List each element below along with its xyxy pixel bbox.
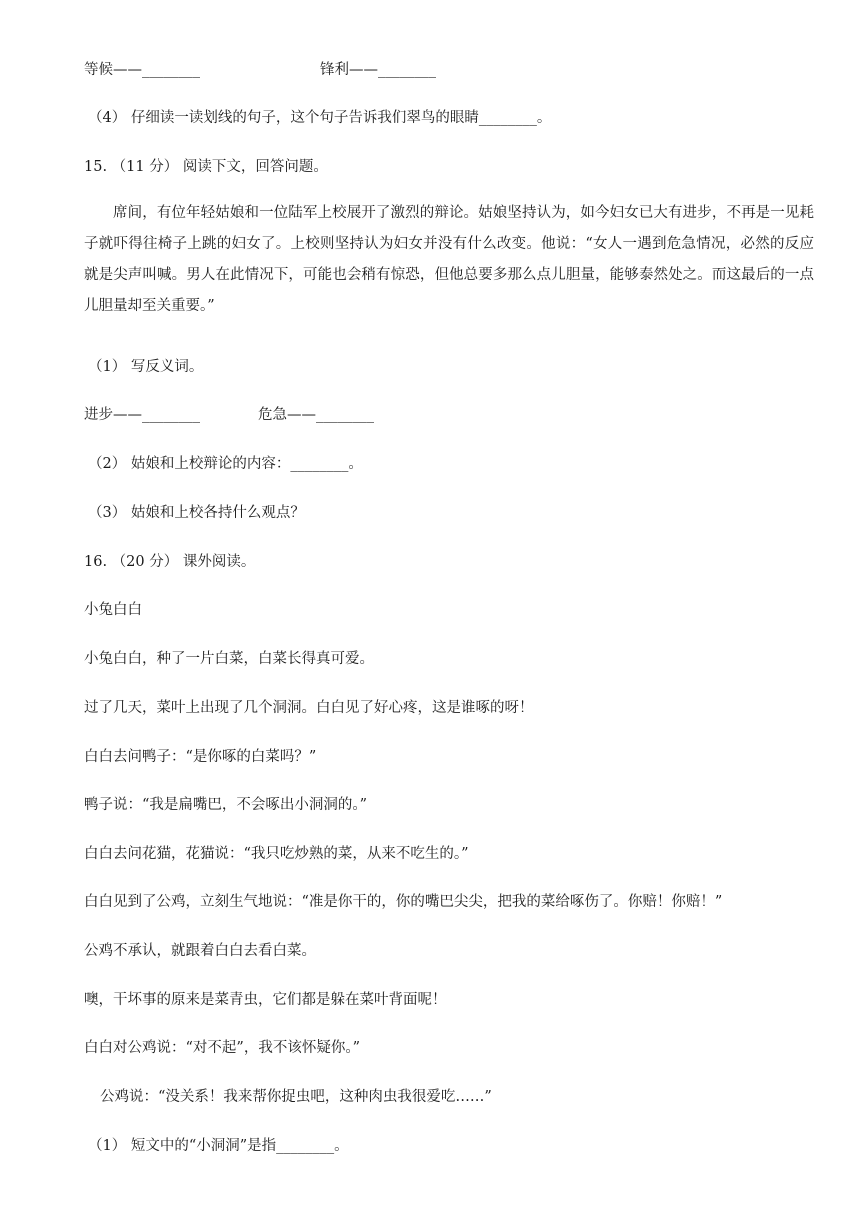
antonym-pair-urgent: 危急——________: [258, 407, 374, 423]
q15-passage: 席间，有位年轻姑娘和一位陆军上校展开了激烈的辩论。姑娘坚持认为，如今妇女已大有进步，不再是一见耗子就吓得往椅子上跳的妇女了。上校则坚持认为妇女并没有什么改变。他说：“女人一遇到危急情况，必然的反应就是尖声叫喊。男人在此情况下，可能也会稍有惊恐，但他总要多那么点儿胆量，能够泰然处之。而这最后的一点儿胆量却至关重要。”: [84, 205, 814, 314]
story-line: 过了几天，菜叶上出现了几个洞洞。白白见了好心疼，这是谁啄的呀！: [84, 700, 534, 716]
story-line: 白白见到了公鸡，立刻生气地说：“准是你干的，你的嘴巴尖尖，把我的菜给啄伤了。你赔！你赔！”: [84, 894, 723, 910]
q14-sub4: （4） 仔细读一读划线的句子，这个句子告诉我们翠鸟的眼睛________。: [88, 110, 552, 126]
q16-heading: 16. （20 分） 课外阅读。: [84, 554, 256, 570]
story-line: 公鸡不承认，就跟着白白去看白菜。: [84, 943, 316, 959]
story-line: 小兔白白，种了一片白菜，白菜长得真可爱。: [84, 651, 374, 667]
antonym-pair-waiting: 等候——________: [84, 62, 200, 78]
q15-sub2: （2） 姑娘和上校辩论的内容：________。: [88, 456, 363, 472]
antonym-pair-sharp: 锋利——________: [320, 62, 436, 78]
story-line: 鸭子说：“我是扁嘴巴，不会啄出小洞洞的。”: [84, 797, 368, 813]
story-title: 小兔白白: [84, 602, 142, 618]
story-line: 白白去问花猫，花猫说：“我只吃炒熟的菜，从来不吃生的。”: [84, 846, 469, 862]
q15-sub3: （3） 姑娘和上校各持什么观点？: [88, 505, 305, 521]
story-line: 白白去问鸭子：“是你啄的白菜吗？”: [84, 749, 317, 765]
story-line: 噢，干坏事的原来是菜青虫，它们都是躲在菜叶背面呢！: [84, 992, 447, 1008]
q15-heading: 15. （11 分） 阅读下文，回答问题。: [84, 159, 328, 175]
antonym-pair-progress: 进步——________: [84, 407, 200, 423]
story-line: 公鸡说：“没关系！我来帮你捉虫吧，这种肉虫我很爱吃……”: [100, 1089, 492, 1105]
q15-sub1: （1） 写反义词。: [88, 359, 204, 375]
story-line: 白白对公鸡说：“对不起”，我不该怀疑你。”: [84, 1040, 360, 1056]
q16-sub1: （1） 短文中的“小洞洞”是指________。: [88, 1138, 349, 1154]
